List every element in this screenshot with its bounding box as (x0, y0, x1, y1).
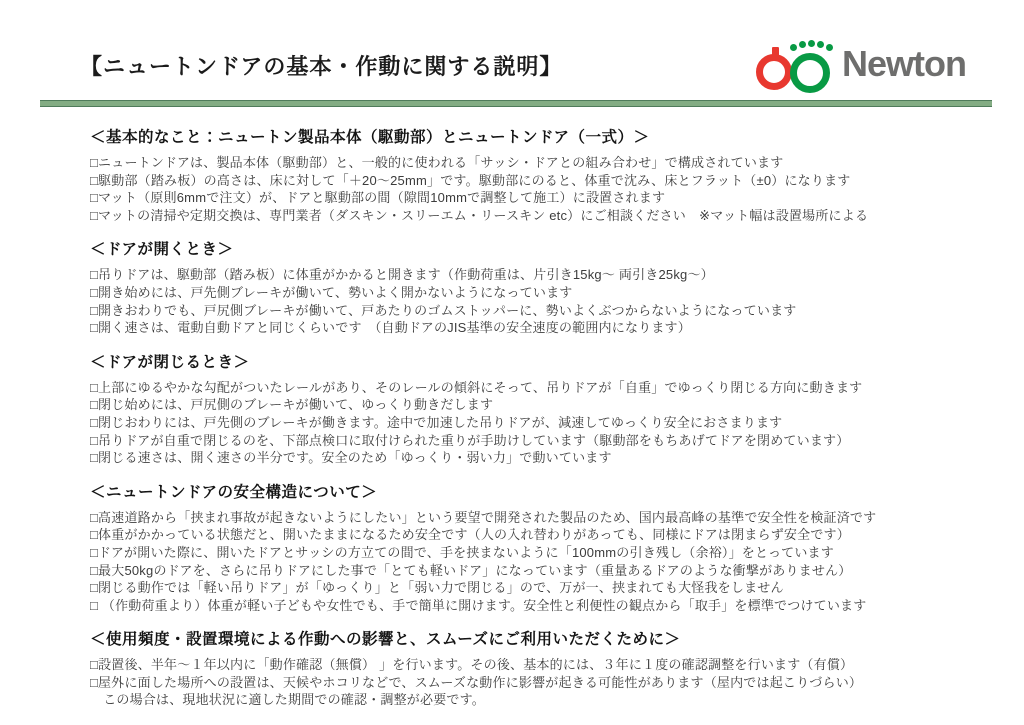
title-divider-rule (40, 100, 992, 107)
section-2 (90, 350, 998, 467)
sections (90, 125, 998, 709)
section-heading: ＜使用頻度・設置環境による作動への影響と、スムーズにご利用いただくために＞ (90, 631, 681, 649)
doc-line: □ドアが開いた際に、開いたドアとサッシの方立ての間で、手を挟まないように「100mmの引き残し（余裕）」をとっています (90, 544, 834, 560)
logo-dot (826, 44, 833, 51)
doc-line: □閉じる速さは、開く速さの半分です。安全のため「ゆっくり・弱い力」で動いています (90, 450, 612, 466)
section-heading: ＜基本的なこと：ニュートン製品本体（駆動部）とニュートンドア（一式）＞ (90, 129, 650, 146)
doc-line: □吊りドアは、駆動部（踏み板）に体重がかかると開きます（作動荷重は、片引き15kg〜 両引き25kg〜） (90, 267, 714, 283)
doc-line: □開く速さは、電動自動ドアと同じくらいです （自動ドアのJIS基準の安全速度の範囲内になります） (90, 320, 691, 336)
doc-line: □屋外に面した場所への設置は、天候やホコリなどで、スムーズな動作に影響が起きる可能性があります（屋内では起こりづらい） (90, 674, 863, 690)
newton-logo (754, 36, 966, 92)
doc-line: □ニュートンドアは、製品本体（駆動部）と、一般的に使われる「サッシ・ドアとの組み合わせ」で構成されています (90, 155, 784, 170)
doc-line: □最大50kgのドアを、さらに吊りドアにした事で「とても軽いドア」になっています（重量あるドアのような衝撃がありません） (90, 562, 852, 578)
logo-red-ring (756, 54, 792, 90)
logo-dot (808, 40, 815, 47)
doc-line: この場合は、現地状況に適した期間での確認・調整が必要です。 (90, 692, 485, 708)
page-title: 【ニュートンドアの基本・作動に関する説明】 (80, 54, 563, 79)
logo-green-ring (790, 53, 830, 93)
section-heading: ＜ドアが開くとき＞ (90, 241, 234, 259)
doc-line: □ （作動荷重より）体重が軽い子どもや女性でも、手で簡単に開けます。安全性と利便性の観点から「取手」を標準でつけています (90, 597, 867, 613)
logo-dot (799, 41, 806, 48)
doc-line: □開き始めには、戸先側ブレーキが働いて、勢いよく開かないようになっています (90, 284, 573, 300)
section-1 (90, 237, 998, 336)
doc-line: □閉じおわりには、戸先側のブレーキが働きます。途中で加速した吊りドアが、減速してゆっくり安全におさまります (90, 414, 783, 430)
newton-rings-icon (754, 36, 838, 92)
section-heading: ＜ニュートンドアの安全構造について＞ (90, 483, 378, 501)
section-0 (90, 125, 998, 224)
section-4 (90, 627, 998, 709)
doc-line: □設置後、半年〜１年以内に「動作確認（無償） 」を行います。その後、基本的には、３年に１度の確認調整を行います（有償） (90, 657, 854, 673)
doc-line: □マット（原則6mmで注文）が、ドアと駆動部の間（隙間10mmで調整して施工）に設置されます (90, 190, 666, 206)
doc-line: □上部にゆるやかな勾配がついたレールがあり、そのレールの傾斜にそって、吊りドアが「自重」でゆっくり閉じる方向に動きます (90, 379, 863, 395)
doc-line: □閉じ始めには、戸尻側のブレーキが働いて、ゆっくり動きだします (90, 397, 494, 413)
doc-line: □吊りドアが自重で閉じるのを、下部点検口に取付けられた重りが手助けしています（駆動部をもちあげてドアを閉めています） (90, 432, 850, 448)
section-heading: ＜ドアが閉じるとき＞ (90, 353, 250, 371)
doc-line: □マットの清掃や定期交換は、専門業者（ダスキン・スリーエム・リースキン etc）にご相談ください ※マット幅は設置場所による (90, 207, 869, 223)
document-body (90, 112, 998, 713)
doc-line: □閉じる動作では「軽い吊りドア」が「ゆっくり」と「弱い力で閉じる」ので、万が一、挟まれても大怪我をしません (90, 580, 784, 596)
logo-wordmark: Newton (842, 43, 966, 84)
doc-line: □高速道路から「挟まれ事故が起きないようにしたい」という要望で開発された製品のため、国内最高峰の基準で安全性を検証済です (90, 509, 877, 525)
doc-line: □開きおわりでも、戸尻側ブレーキが働いて、戸あたりのゴムストッパーに、勢いよくぶつからないようになっています (90, 302, 797, 318)
doc-line: □駆動部（踏み板）の高さは、床に対して「＋20〜25mm」です。駆動部にのると、体重で沈み、床とフラット（±0）になります (90, 172, 851, 188)
logo-dot (817, 41, 824, 48)
logo-dot (790, 44, 797, 51)
section-3 (90, 480, 998, 615)
doc-line: □体重がかかっている状態だと、開いたままになるため安全です（人の入れ替わりがあっても、同様にドアは閉まらず安全です） (90, 527, 850, 543)
